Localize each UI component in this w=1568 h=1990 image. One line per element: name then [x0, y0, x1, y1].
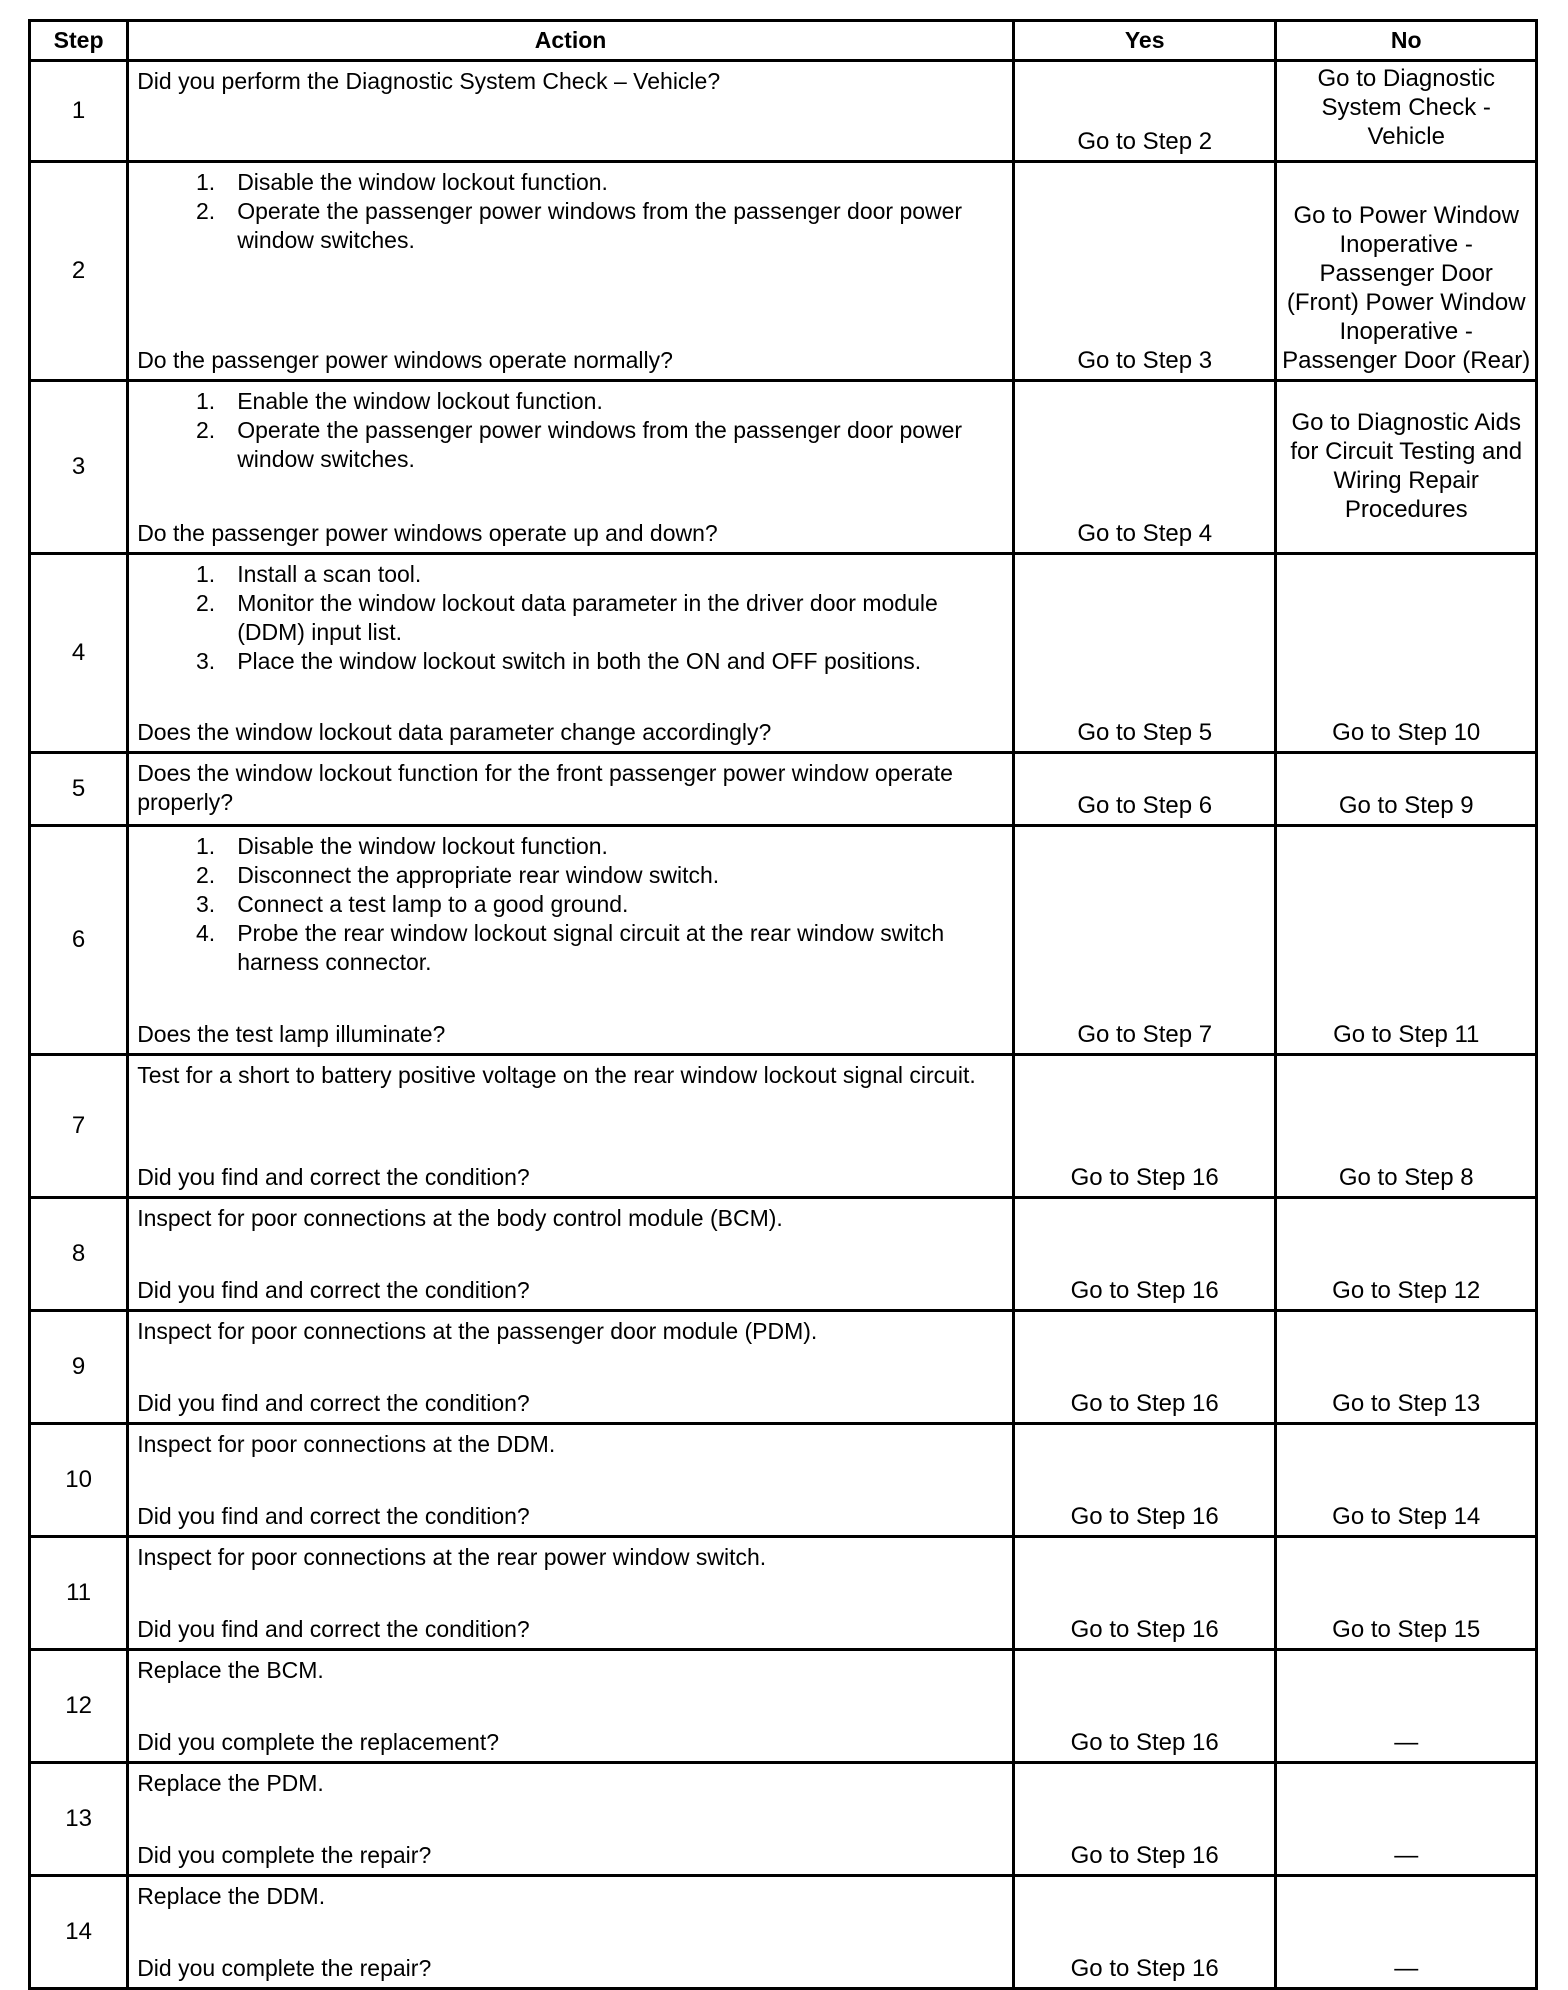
list-item-text: Operate the passenger power windows from the passenger door power window switches.	[237, 198, 963, 253]
list-item-text: Disable the window lockout function.	[237, 833, 608, 859]
no-result: Go to Step 12	[1276, 1198, 1537, 1311]
action-question: Did you find and correct the condition?	[137, 1277, 530, 1303]
yes-result: Go to Step 5	[1013, 554, 1276, 753]
list-item-number: 1.	[196, 169, 216, 195]
action-cell	[128, 1876, 1014, 1989]
action-question: Did you complete the repair?	[137, 1955, 432, 1981]
list-item	[137, 197, 1004, 255]
yes-result: Go to Step 4	[1013, 381, 1276, 554]
list-item-number: 1.	[196, 833, 216, 859]
step-number: 1	[30, 61, 128, 162]
action-intro: Does the window lockout function for the front passenger power window operate properly?	[137, 760, 953, 815]
action-intro: Did you perform the Diagnostic System Check – Vehicle?	[137, 68, 721, 94]
list-item	[137, 560, 1004, 589]
action-steps-list	[137, 168, 1004, 255]
list-item-number: 2.	[196, 198, 216, 224]
action-question: Does the test lamp illuminate?	[137, 1021, 446, 1047]
step-number: 10	[30, 1424, 128, 1537]
yes-result: Go to Step 7	[1013, 826, 1276, 1055]
no-result: Go to Step 8	[1276, 1055, 1537, 1198]
list-item	[137, 647, 1004, 676]
table-row	[30, 1055, 1537, 1198]
list-item-text: Disable the window lockout function.	[237, 169, 608, 195]
table-row	[30, 1424, 1537, 1537]
list-item-text: Operate the passenger power windows from the passenger door power window switches.	[237, 417, 963, 472]
list-item-number: 1.	[196, 388, 216, 414]
list-item-text: Disconnect the appropriate rear window switch.	[237, 862, 720, 888]
action-steps-list	[137, 560, 1004, 676]
action-intro: Replace the PDM.	[137, 1770, 324, 1796]
no-result: Go to Step 9	[1276, 753, 1537, 826]
step-number: 14	[30, 1876, 128, 1989]
yes-result: Go to Step 16	[1013, 1311, 1276, 1424]
action-question: Did you find and correct the condition?	[137, 1503, 530, 1529]
action-intro: Replace the BCM.	[137, 1657, 324, 1683]
no-result: Go to Step 11	[1276, 826, 1537, 1055]
action-intro: Replace the DDM.	[137, 1883, 326, 1909]
list-item-number: 2.	[196, 862, 216, 888]
header-step: Step	[30, 21, 128, 61]
list-item	[137, 832, 1004, 861]
no-result: Go to Step 14	[1276, 1424, 1537, 1537]
action-cell	[128, 1055, 1014, 1198]
step-number: 6	[30, 826, 128, 1055]
table-row	[30, 1876, 1537, 1989]
list-item-text: Enable the window lockout function.	[237, 388, 603, 414]
action-cell	[128, 1650, 1014, 1763]
yes-result: Go to Step 2	[1013, 61, 1276, 162]
action-cell	[128, 826, 1014, 1055]
action-steps-list	[137, 832, 1004, 977]
table-row	[30, 1311, 1537, 1424]
list-item-text: Install a scan tool.	[237, 561, 422, 587]
no-result: Go to Diagnostic System Check - Vehicle	[1276, 61, 1537, 162]
action-question: Do the passenger power windows operate up and down?	[137, 520, 718, 546]
step-number: 4	[30, 554, 128, 753]
action-question: Did you complete the repair?	[137, 1842, 432, 1868]
table-row	[30, 381, 1537, 554]
list-item	[137, 416, 1004, 474]
list-item-number: 1.	[196, 561, 216, 587]
list-item	[137, 387, 1004, 416]
table-row	[30, 1650, 1537, 1763]
header-no: No	[1276, 21, 1537, 61]
action-question: Did you complete the replacement?	[137, 1729, 499, 1755]
list-item	[137, 589, 1004, 647]
no-result: Go to Diagnostic Aids for Circuit Testing and Wiring Repair Procedures	[1276, 381, 1537, 554]
action-cell	[128, 381, 1014, 554]
no-result: Go to Step 15	[1276, 1537, 1537, 1650]
no-result: —	[1276, 1763, 1537, 1876]
no-result: —	[1276, 1650, 1537, 1763]
list-item-text: Place the window lockout switch in both the ON and OFF positions.	[237, 648, 922, 674]
step-number: 7	[30, 1055, 128, 1198]
table-row	[30, 1763, 1537, 1876]
action-question: Did you find and correct the condition?	[137, 1390, 530, 1416]
no-result: Go to Step 10	[1276, 554, 1537, 753]
list-item-number: 4.	[196, 920, 216, 946]
yes-result: Go to Step 16	[1013, 1876, 1276, 1989]
action-cell	[128, 1763, 1014, 1876]
action-cell	[128, 1537, 1014, 1650]
list-item	[137, 861, 1004, 890]
action-intro: Inspect for poor connections at the rear power window switch.	[137, 1544, 767, 1570]
diagnostic-table	[28, 19, 1538, 1990]
table-row	[30, 1198, 1537, 1311]
yes-result: Go to Step 16	[1013, 1424, 1276, 1537]
no-result: Go to Power Window Inoperative - Passenger Door (Front) Power Window Inoperative - Passenger Door (Rear)	[1276, 162, 1537, 381]
action-question: Did you find and correct the condition?	[137, 1616, 530, 1642]
action-cell	[128, 162, 1014, 381]
no-result: —	[1276, 1876, 1537, 1989]
action-cell	[128, 753, 1014, 826]
action-question: Does the window lockout data parameter change accordingly?	[137, 719, 772, 745]
yes-result: Go to Step 16	[1013, 1055, 1276, 1198]
table-row	[30, 162, 1537, 381]
step-number: 2	[30, 162, 128, 381]
table-row	[30, 826, 1537, 1055]
no-result: Go to Step 13	[1276, 1311, 1537, 1424]
action-intro: Inspect for poor connections at the passenger door module (PDM).	[137, 1318, 818, 1344]
action-cell	[128, 1424, 1014, 1537]
action-question: Did you find and correct the condition?	[137, 1164, 530, 1190]
list-item-text: Probe the rear window lockout signal circuit at the rear window switch harness connector.	[237, 920, 945, 975]
step-number: 11	[30, 1537, 128, 1650]
list-item	[137, 168, 1004, 197]
step-number: 9	[30, 1311, 128, 1424]
table-row	[30, 753, 1537, 826]
table-row	[30, 61, 1537, 162]
list-item-number: 3.	[196, 648, 216, 674]
step-number: 3	[30, 381, 128, 554]
step-number: 12	[30, 1650, 128, 1763]
list-item-number: 2.	[196, 417, 216, 443]
action-steps-list	[137, 387, 1004, 474]
action-question: Do the passenger power windows operate normally?	[137, 347, 673, 373]
action-cell	[128, 61, 1014, 162]
action-intro: Inspect for poor connections at the body control module (BCM).	[137, 1205, 783, 1231]
action-cell	[128, 1198, 1014, 1311]
step-number: 8	[30, 1198, 128, 1311]
list-item-number: 2.	[196, 590, 216, 616]
list-item-text: Monitor the window lockout data parameter in the driver door module (DDM) input list.	[237, 590, 938, 645]
table-row	[30, 554, 1537, 753]
yes-result: Go to Step 3	[1013, 162, 1276, 381]
yes-result: Go to Step 16	[1013, 1198, 1276, 1311]
list-item-number: 3.	[196, 891, 216, 917]
table-row	[30, 1537, 1537, 1650]
header-row	[30, 21, 1537, 61]
yes-result: Go to Step 16	[1013, 1537, 1276, 1650]
list-item	[137, 919, 1004, 977]
action-intro: Inspect for poor connections at the DDM.	[137, 1431, 556, 1457]
action-cell	[128, 554, 1014, 753]
yes-result: Go to Step 16	[1013, 1763, 1276, 1876]
step-number: 5	[30, 753, 128, 826]
list-item-text: Connect a test lamp to a good ground.	[237, 891, 629, 917]
yes-result: Go to Step 16	[1013, 1650, 1276, 1763]
action-cell	[128, 1311, 1014, 1424]
header-action: Action	[128, 21, 1014, 61]
step-number: 13	[30, 1763, 128, 1876]
action-intro: Test for a short to battery positive voltage on the rear window lockout signal circuit.	[137, 1062, 976, 1088]
yes-result: Go to Step 6	[1013, 753, 1276, 826]
header-yes: Yes	[1013, 21, 1276, 61]
list-item	[137, 890, 1004, 919]
